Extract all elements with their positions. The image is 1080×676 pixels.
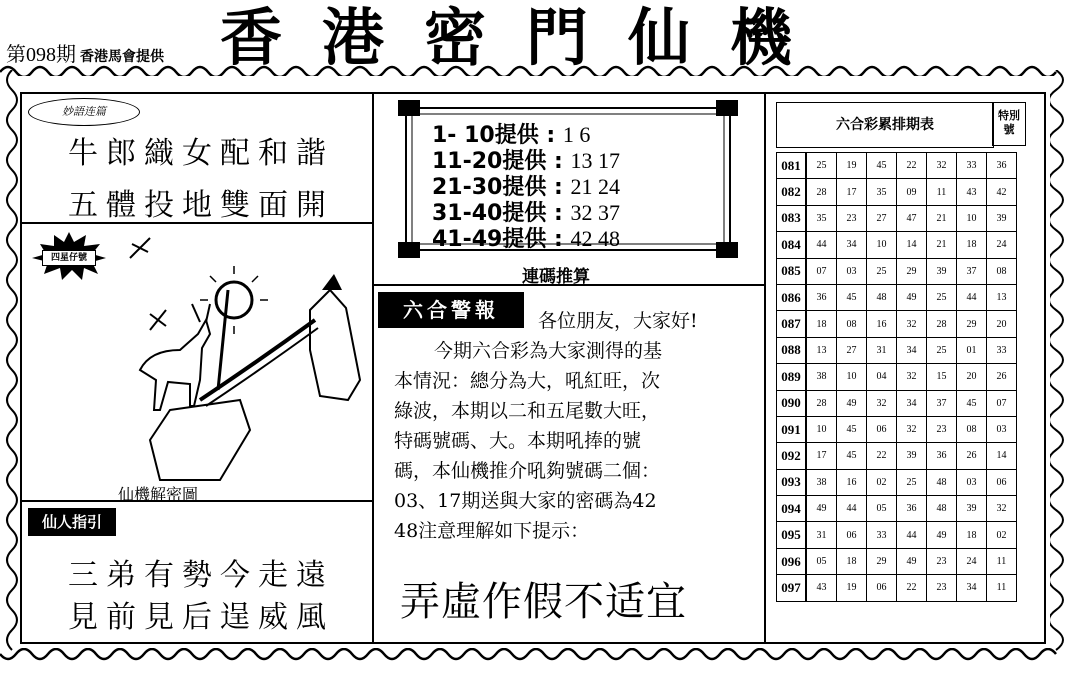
number-cell: 44 (837, 496, 867, 522)
draw-history-table (776, 152, 1017, 602)
number-cell: 36 (987, 153, 1017, 179)
publisher-label: 香港馬會提供 (80, 49, 164, 65)
alert-line: 綠波，本期以二和五尾數大旺， (394, 400, 661, 422)
number-cell: 11 (987, 548, 1017, 574)
number-cell: 45 (837, 443, 867, 469)
number-cell: 38 (806, 469, 837, 495)
number-cell: 23 (927, 575, 957, 601)
table-row (777, 443, 1017, 469)
period-cell: 089 (777, 364, 807, 390)
table-row (777, 469, 1017, 495)
number-cell: 34 (897, 390, 927, 416)
guide-line: 見前見后逞威風 (68, 600, 334, 635)
number-cell: 44 (957, 284, 987, 310)
number-cell: 09 (897, 179, 927, 205)
number-cell: 25 (897, 469, 927, 495)
number-cell: 18 (957, 522, 987, 548)
table-title: 六合彩累排期表 (776, 102, 994, 148)
number-cell: 37 (927, 390, 957, 416)
period-cell: 081 (777, 153, 807, 179)
number-cell: 19 (837, 153, 867, 179)
alert-body (394, 306, 754, 546)
number-cell: 31 (867, 337, 897, 363)
period-cell: 084 (777, 232, 807, 258)
alert-line: 03、17期送與大家的密碼為42 (394, 490, 657, 512)
number-cell: 06 (987, 469, 1017, 495)
range-row: 21-30提供 : 21 24 (432, 174, 620, 200)
poem-line: 五體投地雙面開 (68, 188, 334, 223)
number-cell: 23 (837, 205, 867, 231)
number-cell: 25 (867, 258, 897, 284)
number-cell: 04 (867, 364, 897, 390)
number-cell: 36 (897, 496, 927, 522)
scalloped-border-top (0, 62, 1080, 76)
number-cell: 26 (987, 364, 1017, 390)
number-cell: 13 (806, 337, 837, 363)
number-cell: 29 (957, 311, 987, 337)
number-cell: 36 (927, 443, 957, 469)
number-cell: 10 (806, 416, 837, 442)
range-label: 21-30提供 (432, 175, 547, 200)
number-cell: 35 (806, 205, 837, 231)
number-cell: 32 (867, 390, 897, 416)
alert-line: 特碼號碼、大。本期吼捧的號 (394, 430, 642, 452)
scalloped-border-bottom (0, 648, 1080, 666)
number-cell: 34 (897, 337, 927, 363)
number-cell: 44 (897, 522, 927, 548)
table-row (777, 390, 1017, 416)
range-label: 41-49提供 (432, 227, 547, 252)
number-cell: 20 (987, 311, 1017, 337)
number-cell: 23 (927, 416, 957, 442)
period-cell: 087 (777, 311, 807, 337)
number-cell: 32 (897, 311, 927, 337)
number-cell: 08 (987, 258, 1017, 284)
poem-line: 牛郎織女配和諧 (68, 136, 334, 171)
alert-line: 今期六合彩為大家測得的基 (434, 340, 663, 362)
number-cell: 43 (957, 179, 987, 205)
scalloped-border-right (1050, 70, 1074, 660)
number-cell: 16 (837, 469, 867, 495)
number-cell: 02 (987, 522, 1017, 548)
number-cell: 15 (927, 364, 957, 390)
range-row: 1- 10提供 : 1 6 (432, 122, 591, 148)
number-cell: 01 (957, 337, 987, 363)
number-cell: 29 (867, 548, 897, 574)
range-row: 41-49提供 : 42 48 (432, 226, 620, 252)
number-cell: 25 (806, 153, 837, 179)
alert-line: 本情況：總分為大，吼紅旺，次 (394, 370, 661, 392)
table-row (777, 284, 1017, 310)
number-cell: 28 (806, 390, 837, 416)
number-cell: 07 (806, 258, 837, 284)
number-cell: 34 (837, 232, 867, 258)
number-cell: 05 (867, 496, 897, 522)
number-cell: 45 (957, 390, 987, 416)
number-cell: 31 (806, 522, 837, 548)
number-cell: 03 (837, 258, 867, 284)
number-cell: 38 (806, 364, 837, 390)
range-numbers: 21 24 (570, 174, 620, 199)
number-cell: 34 (957, 575, 987, 601)
number-cell: 27 (837, 337, 867, 363)
number-cell: 32 (897, 364, 927, 390)
number-cell: 08 (957, 416, 987, 442)
number-cell: 39 (987, 205, 1017, 231)
number-cell: 39 (927, 258, 957, 284)
period-cell: 088 (777, 337, 807, 363)
number-cell: 03 (987, 416, 1017, 442)
number-cell: 49 (897, 284, 927, 310)
range-numbers: 13 17 (570, 148, 620, 173)
number-cell: 44 (806, 232, 837, 258)
period-cell: 086 (777, 284, 807, 310)
number-cell: 49 (806, 496, 837, 522)
number-cell: 18 (837, 548, 867, 574)
table-row (777, 522, 1017, 548)
number-cell: 19 (837, 575, 867, 601)
table-row (777, 311, 1017, 337)
number-cell: 18 (806, 311, 837, 337)
number-cell: 10 (837, 364, 867, 390)
number-cell: 48 (927, 469, 957, 495)
number-cell: 10 (957, 205, 987, 231)
number-cell: 17 (837, 179, 867, 205)
number-cell: 39 (957, 496, 987, 522)
number-cell: 39 (897, 443, 927, 469)
range-label: 1- 10提供 (432, 123, 539, 148)
page-title: 香港密門仙機 (220, 1, 833, 74)
number-cell: 45 (867, 153, 897, 179)
number-cell: 11 (927, 179, 957, 205)
ranges-caption: 連碼推算 (522, 267, 590, 287)
period-cell: 096 (777, 548, 807, 574)
number-cell: 14 (897, 232, 927, 258)
range-row: 11-20提供 : 13 17 (432, 148, 620, 174)
number-cell: 37 (957, 258, 987, 284)
number-cell: 48 (927, 496, 957, 522)
range-numbers: 1 6 (562, 122, 591, 147)
number-cell: 22 (897, 575, 927, 601)
range-numbers: 42 48 (570, 226, 620, 251)
table-row (777, 364, 1017, 390)
slogan: 弄虛作假不适宜 (400, 579, 687, 625)
alert-line: 碼，本仙機推介吼夠號碼二個： (394, 460, 661, 482)
number-cell: 02 (867, 469, 897, 495)
number-cell: 21 (927, 232, 957, 258)
number-cell: 26 (957, 443, 987, 469)
alert-label: 六合警報 (378, 292, 524, 328)
number-cell: 21 (927, 205, 957, 231)
period-cell: 092 (777, 443, 807, 469)
table-side-label: 特別號 (992, 102, 1026, 146)
number-cell: 27 (867, 205, 897, 231)
number-cell: 32 (927, 153, 957, 179)
number-cell: 49 (897, 548, 927, 574)
number-cell: 28 (927, 311, 957, 337)
number-cell: 32 (897, 416, 927, 442)
number-cell: 05 (806, 548, 837, 574)
table-row (777, 258, 1017, 284)
table-row (777, 416, 1017, 442)
table-row (777, 232, 1017, 258)
number-cell: 42 (987, 179, 1017, 205)
number-cell: 28 (806, 179, 837, 205)
star-label: 四星仔號 (42, 250, 96, 266)
alert-line: 各位朋友，大家好! (538, 310, 698, 332)
number-cell: 25 (927, 284, 957, 310)
number-cell: 03 (957, 469, 987, 495)
number-cell: 33 (867, 522, 897, 548)
number-cell: 17 (806, 443, 837, 469)
number-cell: 22 (897, 153, 927, 179)
table-row (777, 496, 1017, 522)
illustration-deer-moon (110, 230, 370, 490)
guide-label: 仙人指引 (28, 508, 116, 536)
number-cell: 24 (987, 232, 1017, 258)
period-cell: 094 (777, 496, 807, 522)
number-cell: 18 (957, 232, 987, 258)
number-cell: 06 (867, 575, 897, 601)
number-cell: 33 (957, 153, 987, 179)
table-row (777, 179, 1017, 205)
number-cell: 25 (927, 337, 957, 363)
number-cell: 43 (806, 575, 837, 601)
alert-line: 48注意理解如下提示： (394, 520, 590, 542)
number-cell: 33 (987, 337, 1017, 363)
number-cell: 32 (987, 496, 1017, 522)
period-cell: 085 (777, 258, 807, 284)
range-label: 11-20提供 (432, 149, 547, 174)
number-cell: 08 (837, 311, 867, 337)
period-cell: 091 (777, 416, 807, 442)
range-row: 31-40提供 : 32 37 (432, 200, 620, 226)
number-cell: 45 (837, 416, 867, 442)
number-cell: 11 (987, 575, 1017, 601)
badge-oval: 妙語连篇 (28, 98, 140, 126)
number-cell: 29 (897, 258, 927, 284)
number-cell: 13 (987, 284, 1017, 310)
period-cell: 083 (777, 205, 807, 231)
period-cell: 095 (777, 522, 807, 548)
number-cell: 10 (867, 232, 897, 258)
range-numbers: 32 37 (570, 200, 620, 225)
period-cell: 082 (777, 179, 807, 205)
number-cell: 45 (837, 284, 867, 310)
number-cell: 36 (806, 284, 837, 310)
issue-number: 第098期 (6, 44, 76, 66)
period-cell: 093 (777, 469, 807, 495)
scalloped-border-left (0, 70, 18, 660)
number-cell: 22 (867, 443, 897, 469)
number-cell: 49 (927, 522, 957, 548)
table-row (777, 337, 1017, 363)
number-cell: 24 (957, 548, 987, 574)
number-cell: 49 (837, 390, 867, 416)
number-cell: 14 (987, 443, 1017, 469)
guide-line: 三弟有勢今走遠 (68, 558, 334, 593)
table-row (777, 575, 1017, 601)
illustration-caption: 仙機解密圖 (118, 485, 199, 504)
number-cell: 16 (867, 311, 897, 337)
number-cell: 47 (897, 205, 927, 231)
range-label: 31-40提供 (432, 201, 547, 226)
number-cell: 07 (987, 390, 1017, 416)
table-row (777, 153, 1017, 179)
number-cell: 06 (867, 416, 897, 442)
number-cell: 23 (927, 548, 957, 574)
period-cell: 090 (777, 390, 807, 416)
number-cell: 20 (957, 364, 987, 390)
table-row (777, 205, 1017, 231)
period-cell: 097 (777, 575, 807, 601)
number-cell: 06 (837, 522, 867, 548)
table-row (777, 548, 1017, 574)
number-cell: 48 (867, 284, 897, 310)
number-cell: 35 (867, 179, 897, 205)
